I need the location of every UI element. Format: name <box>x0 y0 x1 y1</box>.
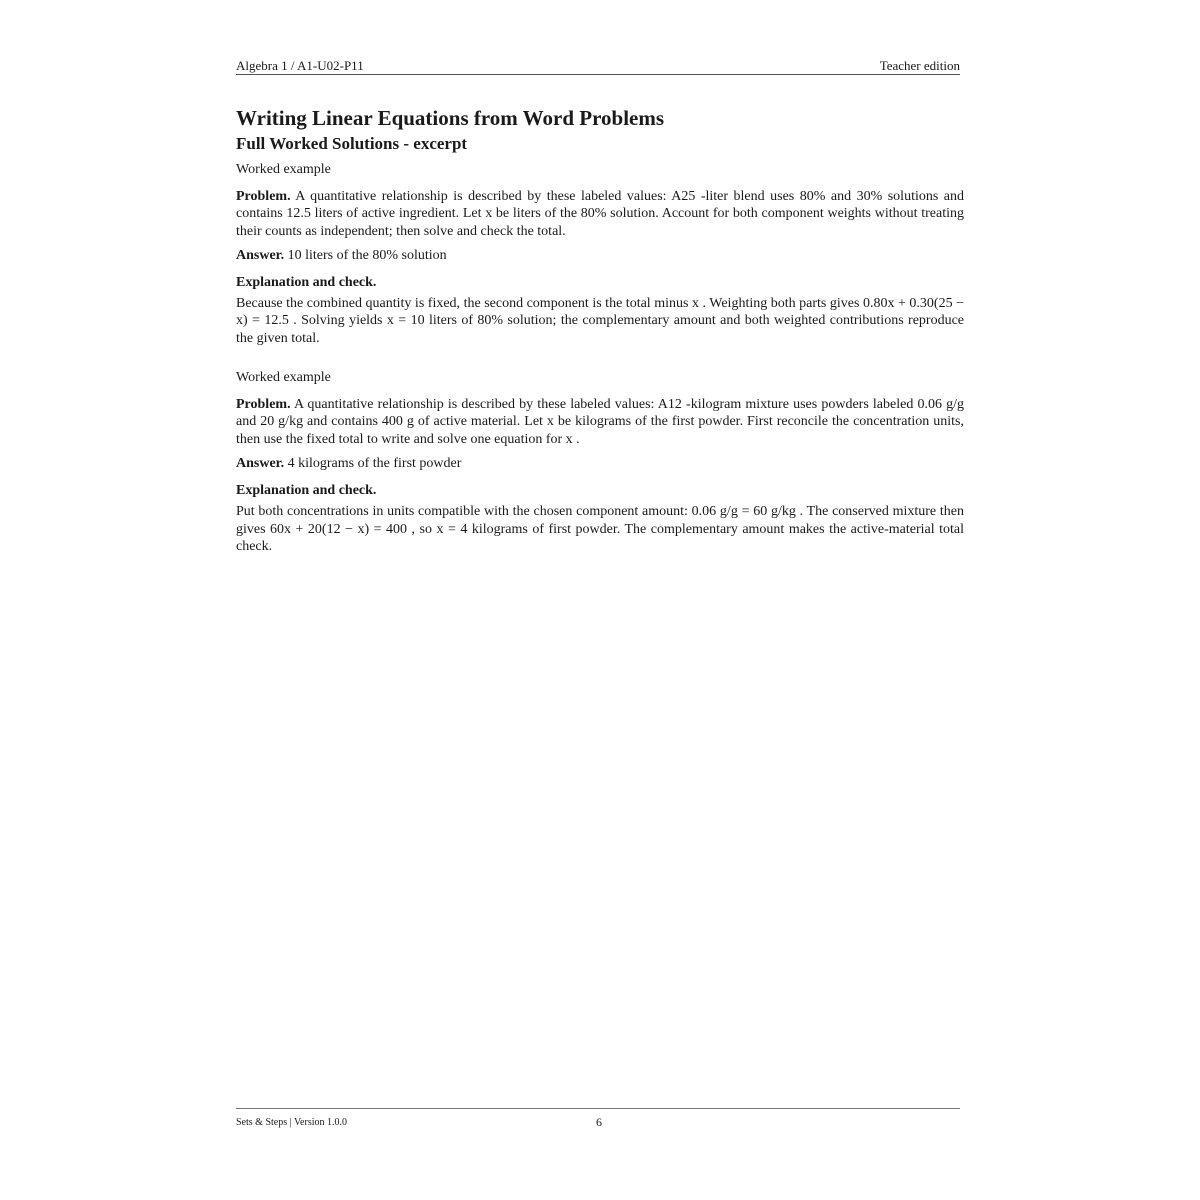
answer-text: 10 liters of the 80% solution <box>287 247 447 263</box>
explanation-heading: Explanation and check. <box>236 483 377 499</box>
footer-version: Sets & Steps | Version 1.0.0 <box>236 1117 347 1128</box>
problem-label: Problem. <box>236 189 291 204</box>
problem-statement <box>236 396 964 448</box>
example-label: Worked example <box>236 162 331 177</box>
explanation-heading: Explanation and check. <box>236 275 377 291</box>
worked-example-1 <box>236 161 964 347</box>
explanation-text: Put both concentrations in units compatible with the chosen component amount: 0.06 g/g = 60 g/kg . The conserved mixture then gives 60x + 20(12 − x) = 400 , so x = 4 kilograms of first powder. The complementary amount makes the active-material total check. <box>236 504 964 554</box>
page-subtitle: Full Worked Solutions - excerpt <box>236 134 468 153</box>
running-header <box>236 58 960 75</box>
header-course-code: Algebra 1 / A1-U02-P11 <box>236 58 364 73</box>
problem-label: Problem. <box>236 397 291 413</box>
answer-text: 4 kilograms of the first powder <box>287 455 462 471</box>
problem-statement <box>236 188 964 240</box>
main-content <box>236 105 964 555</box>
explanation-text: Because the combined quantity is fixed, the second component is the total minus x . Weighting both parts gives 0.80x + 0.30(25 − x) = 12.5 . Solving yields x = 10 liters of 80% solution; the complementary amount and both weighted contributions reproduce the given total. <box>236 296 964 346</box>
example-label: Worked example <box>236 370 331 386</box>
answer-line <box>236 247 964 264</box>
page-number: 6 <box>596 1115 602 1129</box>
header-edition: Teacher edition <box>879 58 960 73</box>
answer-line <box>236 455 964 472</box>
problem-text: A quantitative relationship is described by these labeled values: A12 -kilogram mixture uses powders labeled 0.06 g/g and 20 g/kg and contains 400 g of active material. Let x be kilograms of the first powder. First reconcile the concentration units, then use the fixed total to write and solve one equation for x . <box>236 397 964 447</box>
page-title: Writing Linear Equations from Word Problems <box>236 106 665 130</box>
answer-label: Answer. <box>236 455 285 471</box>
worked-example-2 <box>236 369 964 555</box>
running-footer <box>236 1108 960 1129</box>
answer-label: Answer. <box>236 247 285 263</box>
problem-text: A quantitative relationship is described by these labeled values: A25 -liter blend uses 80% and 30% solutions and contains 12.5 liters of active ingredient. Let x be liters of the 80% solution. Account for both component weights without treating their counts as independent; then solve and check the total. <box>236 189 964 239</box>
